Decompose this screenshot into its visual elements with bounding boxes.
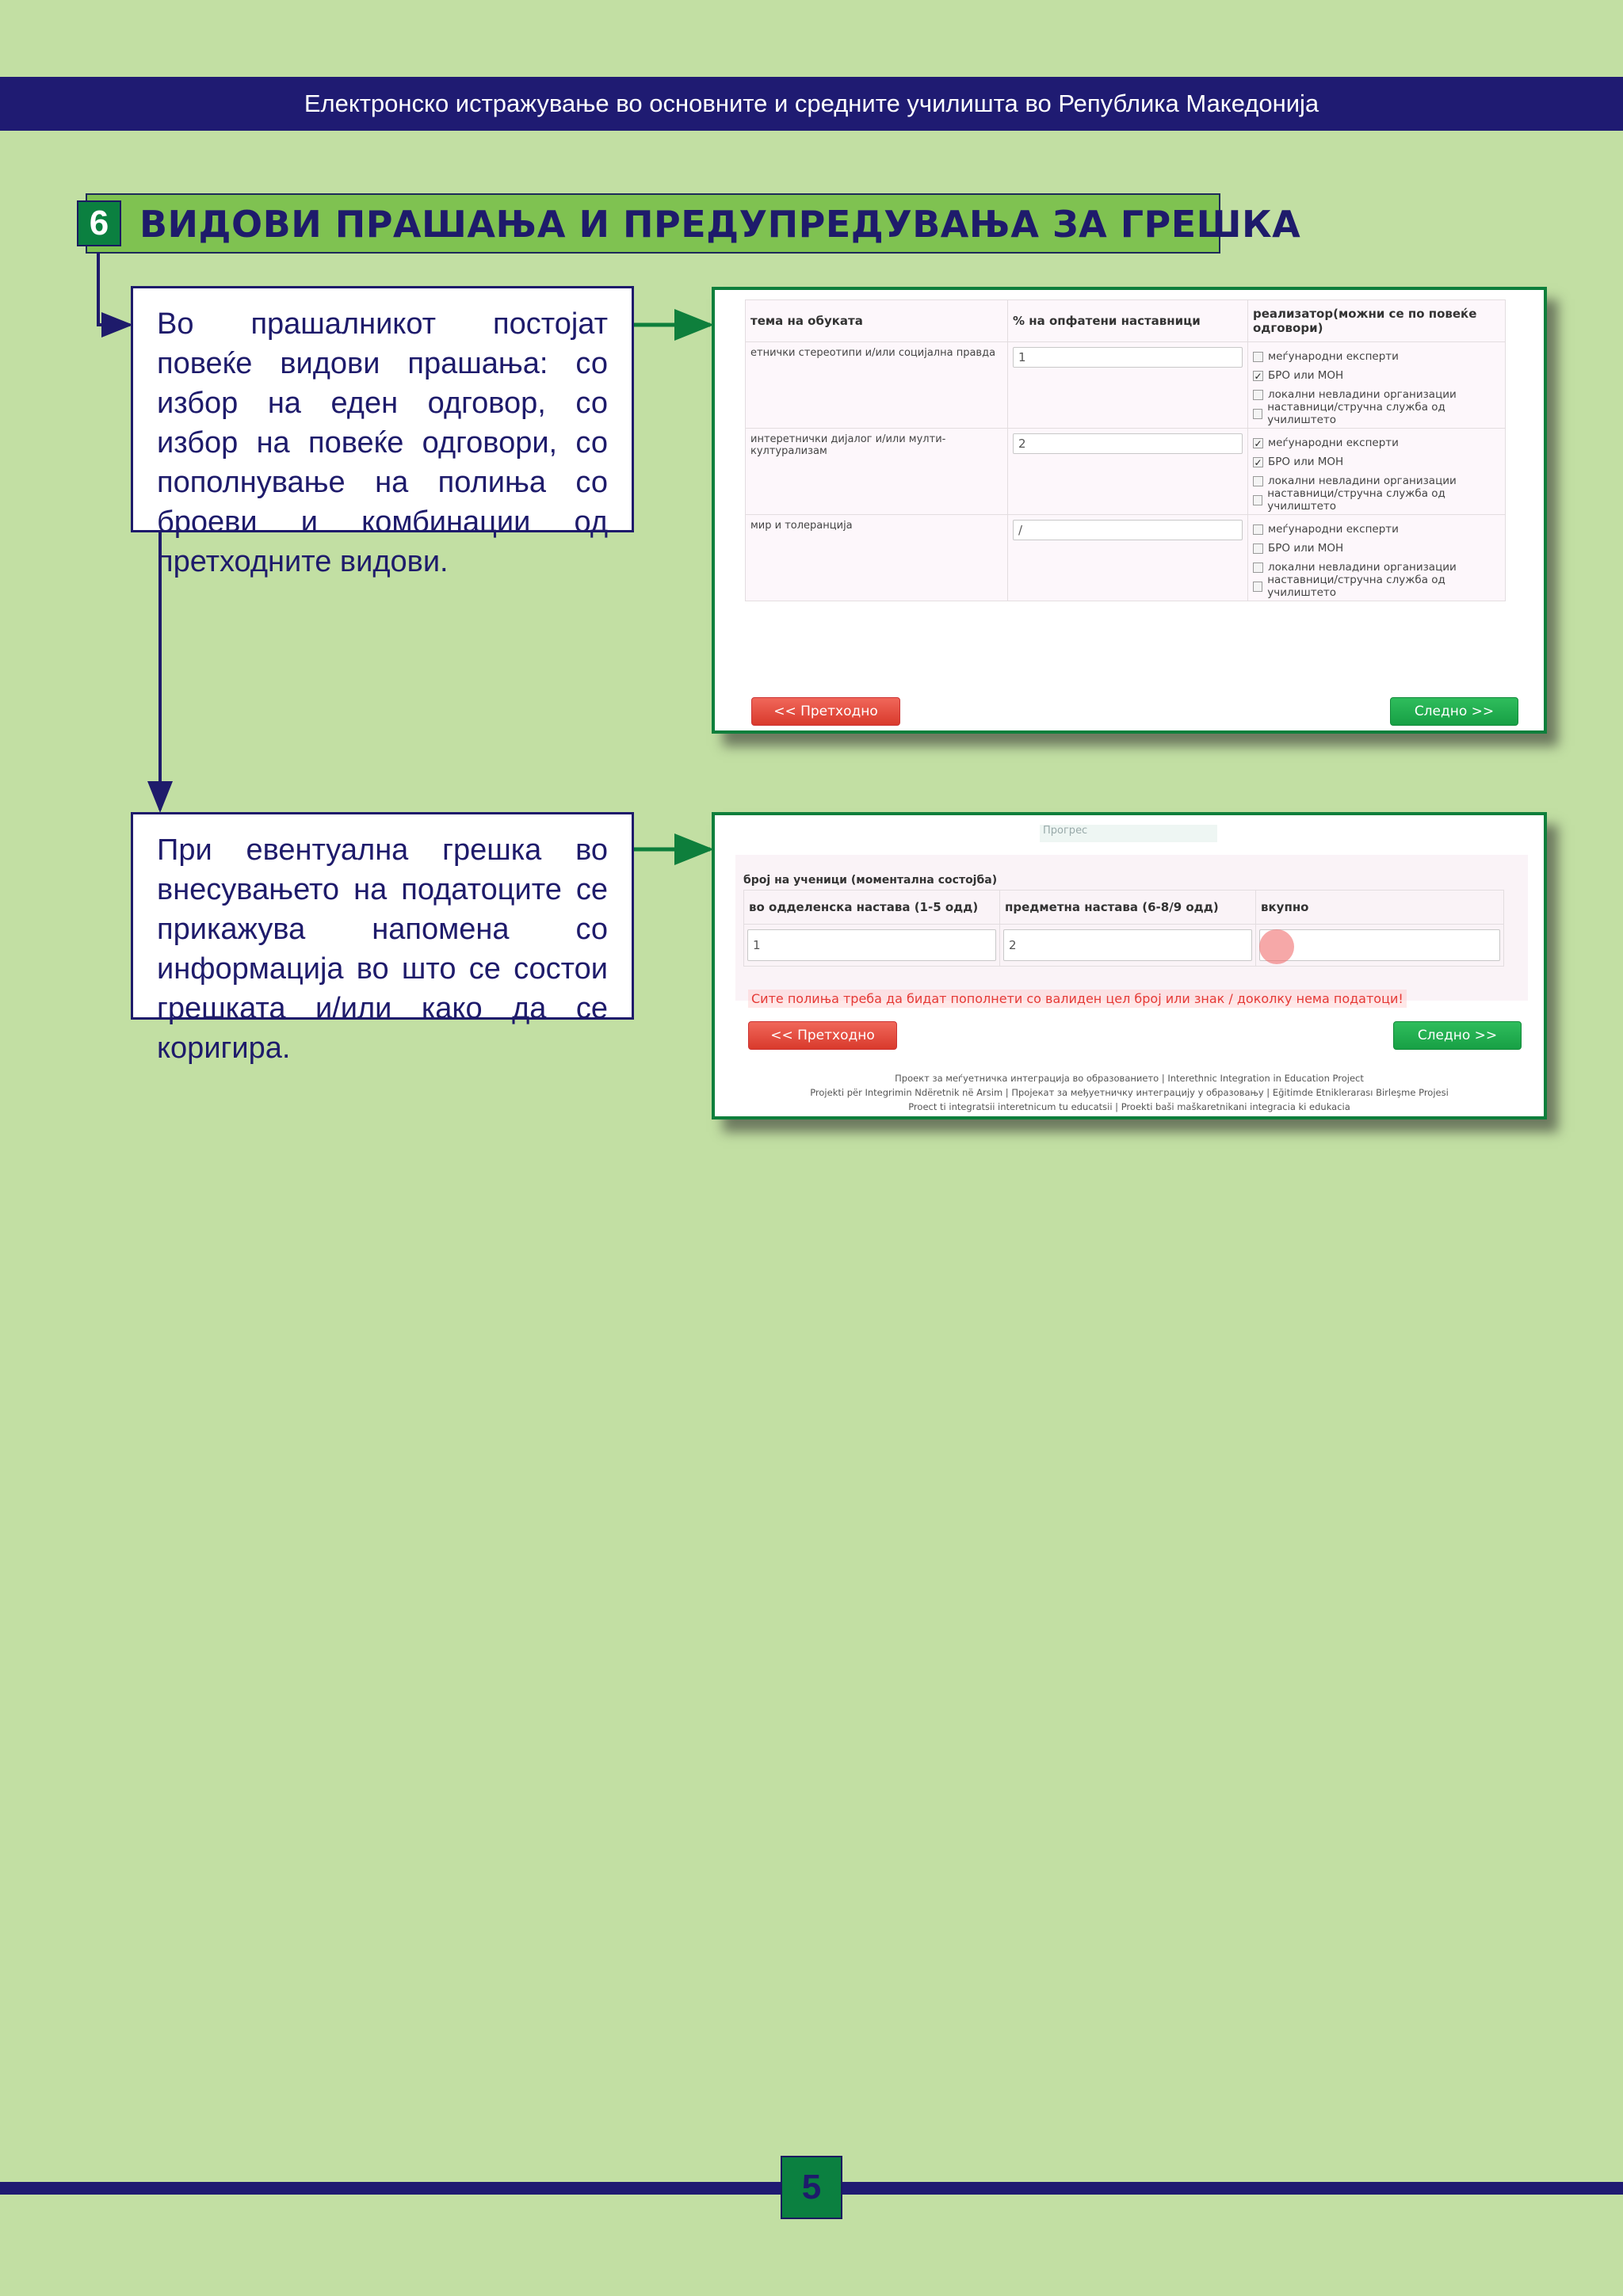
previous-button[interactable]: << Претходно xyxy=(748,1021,897,1050)
percent-input[interactable]: 1 xyxy=(1013,347,1243,368)
header-text: Електронско истражување во основните и средните училишта во Република Македонија xyxy=(304,90,1319,117)
column-header-total: вкупно xyxy=(1256,891,1504,925)
column-header-topic: тема на обуката xyxy=(746,300,1008,342)
classroom-input[interactable]: 1 xyxy=(747,929,996,961)
percent-input[interactable]: / xyxy=(1013,520,1243,540)
column-header-classroom: во одделенска настава (1-5 одд) xyxy=(744,891,1000,925)
option-checkbox[interactable]: наставници/стручна служба од училиштето xyxy=(1253,490,1500,509)
cursor-highlight xyxy=(1259,929,1294,964)
students-table xyxy=(743,890,1504,967)
footer-line: Проект за меѓуетничка интеграција во образованието | Interethnic Integration in Education Project xyxy=(895,1073,1364,1084)
progress-label: Прогрес xyxy=(1040,825,1217,842)
table-row xyxy=(746,342,1506,429)
checkbox-icon[interactable] xyxy=(1253,563,1263,573)
callout-error-warning: При евентуална грешка во внесувањето на податоците се прикажува напомена со информација во што се состои грешката и/или како да се коригира. xyxy=(131,812,634,1020)
screenshot-question-table xyxy=(712,287,1547,734)
section-number: 6 xyxy=(77,200,121,246)
question-table xyxy=(745,299,1506,601)
table-row xyxy=(746,429,1506,515)
checkbox-icon[interactable] xyxy=(1253,409,1262,419)
column-header-percent: % на опфатени наставници xyxy=(1008,300,1248,342)
option-checkbox[interactable]: наставници/стручна служба од училиштето xyxy=(1253,404,1500,423)
footer-line: Projekti për Integrimin Ndëretnik në Arsim | Пројекат за међуетничку интеграцију у образовању | Eğitimde Etniklerarası Birleşme Projesi xyxy=(810,1087,1449,1098)
subject-input[interactable]: 2 xyxy=(1003,929,1252,961)
footer-text xyxy=(715,1071,1544,1114)
checkbox-icon[interactable] xyxy=(1253,495,1262,505)
section-title: ВИДОВИ ПРАШАЊА И ПРЕДУПРЕДУВАЊА ЗА ГРЕШКА xyxy=(139,203,1301,246)
total-input[interactable] xyxy=(1259,929,1500,961)
checkbox-icon[interactable] xyxy=(1253,390,1263,400)
checkbox-checked-icon[interactable]: ✓ xyxy=(1254,456,1262,468)
checkbox-checked-icon[interactable]: ✓ xyxy=(1254,370,1262,382)
option-checkbox[interactable]: локални невладини организации xyxy=(1253,471,1500,490)
option-checkbox[interactable]: наставници/стручна служба од училиштето xyxy=(1253,577,1500,596)
error-message: Сите полиња треба да бидат пополнети со валиден цел број или знак / доколку нема податоци! xyxy=(748,990,1407,1008)
table-row xyxy=(744,925,1504,967)
footer-line: Proect ti integratsii interetnicum tu educatsii | Proekti baši maškaretnikani integracia ki edukacia xyxy=(908,1101,1350,1112)
option-checkbox[interactable]: БРО или МОН xyxy=(1253,539,1500,558)
next-button[interactable]: Следно >> xyxy=(1393,1021,1522,1050)
option-checkbox[interactable]: меѓународни експерти xyxy=(1253,347,1500,366)
option-checkbox[interactable]: локални невладини организации xyxy=(1253,385,1500,404)
column-header-subject: предметна настава (6-8/9 одд) xyxy=(1000,891,1256,925)
checkbox-icon[interactable] xyxy=(1253,524,1263,535)
next-button[interactable]: Следно >> xyxy=(1390,697,1518,726)
previous-button[interactable]: << Претходно xyxy=(751,697,900,726)
checkbox-icon[interactable] xyxy=(1253,582,1262,592)
checkbox-checked-icon[interactable]: ✓ xyxy=(1254,437,1262,449)
option-checkbox[interactable]: ✓ меѓународни експерти xyxy=(1254,437,1399,449)
row-topic: мир и толеранција xyxy=(746,515,1008,601)
row-topic: интеретнички дијалог и/или мулти-културализам xyxy=(746,429,1008,515)
callout-question-types: Во прашалникот постојат повеќе видови прашања: со избор на еден одговор, со избор на повеќе одговори, со пополнување на полиња со броеви и комбинации од претходните видови. xyxy=(131,286,634,532)
checkbox-icon[interactable] xyxy=(1253,476,1263,486)
page-number: 5 xyxy=(781,2156,842,2219)
column-header-provider: реализатор(можни се по повеќе одговори) xyxy=(1248,300,1506,342)
option-checkbox[interactable]: локални невладини организации xyxy=(1253,558,1500,577)
option-checkbox[interactable]: ✓ БРО или МОН xyxy=(1254,369,1344,382)
checkbox-icon[interactable] xyxy=(1253,352,1263,362)
option-checkbox[interactable]: меѓународни експерти xyxy=(1253,520,1500,539)
table-row xyxy=(746,515,1506,601)
screenshot-error-warning xyxy=(712,812,1547,1119)
percent-input[interactable]: 2 xyxy=(1013,433,1243,454)
question-label: број на ученици (моментална состојба) xyxy=(743,874,998,887)
option-checkbox[interactable]: ✓ БРО или МОН xyxy=(1254,456,1344,468)
row-topic: етнички стереотипи и/или социјална правда xyxy=(746,342,1008,429)
checkbox-icon[interactable] xyxy=(1253,543,1263,554)
